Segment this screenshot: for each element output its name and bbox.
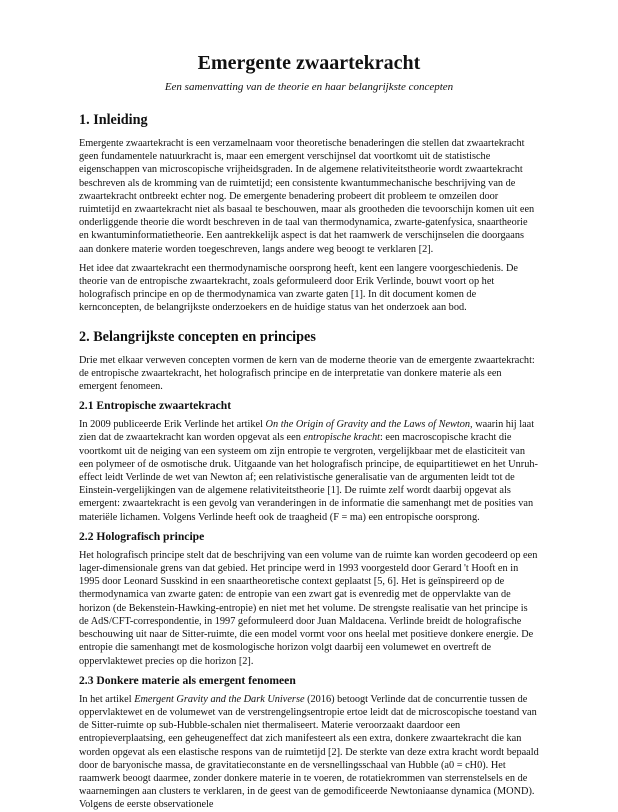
paragraph: Drie met elkaar verweven concepten vormen de kern van de moderne theorie van de emergente zwaartekracht: de entropische zwaartekracht, het holografisch principe en de interpretatie van donkere materie als een emergent fenomeen. — [79, 354, 535, 393]
paragraph: Het idee dat zwaartekracht een thermodynamische oorsprong heeft, kent een langere voorgeschiedenis. De theorie van de entropische zwaartekracht, zoals geformuleerd door Erik Verlinde, bouwt voort op het holografisch principe en op de thermodynamica van zwarte gaten [1]. In dit document komen de kernconcepten, de belangrijkste onderzoekers en de huidige status van het onderzoek aan bod. — [79, 262, 518, 314]
text-run: In 2009 publiceerde Erik Verlinde het artikel — [79, 419, 266, 431]
paragraph: Het holografisch principe stelt dat de beschrijving van een volume van de ruimte kan worden gecodeerd op een lager-dimensionale grens van dat gebied. Het principe werd in 1993 voorgesteld door Gerard 't Hooft en in 1995 door Leonard Susskind in een snaartheoretische context geplaatst [5, 6]. Het is geïnspireerd op de thermodynamica van zwarte gaten: de entropie van een zwart gat is evenredig met de oppervlakte van de horizon (de Bekenstein-Hawking-entropie) en niet met het volume. De strengste realisatie van het principe is de AdS/CFT-correspondentie, in 1997 geformuleerd door Juan Maldacena. Verlinde breidt de holografische beschouwing uit naar de Sitter-ruimte, die een model vormt voor ons heelal met positieve donkere energie. De entropie die samenhangt met de kosmologische horizon volgt daarbij een volumewet en overtreft de oppervlaktewet precies op die horizon [2]. — [79, 549, 538, 667]
section-introduction — [79, 112, 539, 315]
paragraph: Emergente zwaartekracht is een verzamelnaam voor theoretische benaderingen die stellen dat zwaartekracht geen fundamentele natuurkracht is, maar een emergent verschijnsel dat voortkomt uit de statistische eigenschappen van microscopische vrijheidsgraden. In de algemene relativiteitstheorie wordt zwaartekracht beschreven als de kromming van de ruimtetijd; een consistente kwantummechanische beschrijving van de zwaartekracht ontbreekt echter nog. De emergente benadering probeert dit probleem te omzeilen door ruimtetijd en zwaartekracht niet als basaal te beschouwen, maar als grootheden die tevoorschijn komen uit een onderliggende theorie die wordt beschreven in de taal van thermodynamica, zwarte-gatenfysica, snaartheorie en kwantuminformatietheorie. Een aantrekkelijk aspect is dat het raamwerk de verschijnselen die doorgaans aan donkere materie worden toegeschreven, langs andere weg beoogt te verklaren [2]. — [79, 138, 535, 255]
document-title: Emergente zwaartekracht — [197, 52, 421, 74]
subsection-entropic-gravity — [79, 399, 539, 524]
text-run: In het artikel — [79, 693, 135, 705]
emphasis-term: entropische kracht — [303, 432, 380, 444]
paragraph — [79, 418, 539, 524]
section-key-concepts — [79, 329, 539, 812]
paragraph — [79, 693, 539, 812]
subsection-holographic-principle — [79, 530, 539, 668]
article-title: Emergent Gravity and the Dark Universe — [134, 693, 305, 705]
section-heading: 2. Belangrijkste concepten en principes — [79, 328, 316, 345]
subsection-heading: 2.1 Entropische zwaartekracht — [79, 399, 232, 413]
text-run: : een macroscopische kracht die voortkomt uit de neiging van een systeem om zijn entropie te vergroten, vergelijkbaar met de elasticiteit van een polymeer of de osmotische druk. Uitgaande van het holografisch principe, de equipartitiewet en het Unruh-effect leidt Verlinde de wet van Newton af; een relativistische generalisatie van de argumenten leidt tot de Einstein-vergelijkingen van de algemene relativiteitstheorie [1]. De ruimte zelf wordt daarbij opgevat als emergent: zwaartekracht is een gevolg van veranderingen in de informatie die samenhangt met de posities van materiële lichamen. Volgens Verlinde heeft ook de traagheid (F = ma) een entropische oorsprong. — [79, 432, 538, 523]
article-title: On the Origin of Gravity and the Laws of Newton, — [265, 419, 473, 431]
text-run: (2016) betoogt Verlinde dat de concurrentie tussen de oppervlaktewet en de volumewet van de verstrengelingsentropie ertoe leidt dat de microscopische toestand van de Sitter-ruimte op sub-Hubble-schalen niet thermaliseert. Materie veroorzaakt daardoor een entropieverplaatsing, een geheugeneffect dat zich manifesteert als een extra, donkere zwaartekracht die kan worden opgevat als een elastische respons van de ruimtetijd [2]. De sterkte van deze extra kracht wordt bepaald door de baryonische massa, de gravitatieconstante en de versnellingsschaal van Hubble (a0 = cH0). Het raamwerk beoogt daarmee, zonder donkere materie in te voeren, de rotatiekrommen van sterrenstelsels en de waarnemingen aan clusters te verklaren, in de geest van de gemodificeerde Newtoniaanse dynamica (MOND). Volgens de eerste observationele — [79, 693, 539, 811]
text-run: waarin hij laat zien dat de zwaartekracht kan worden opgevat als een — [79, 419, 535, 444]
document-subtitle: Een samenvatting van de theorie en haar belangrijkste concepten — [164, 81, 454, 93]
subsection-heading: 2.3 Donkere materie als emergent fenomeen — [79, 673, 296, 687]
section-heading: 1. Inleiding — [79, 112, 148, 128]
subsection-dark-matter — [79, 674, 539, 812]
subsection-heading: 2.2 Holografisch principe — [79, 529, 205, 543]
